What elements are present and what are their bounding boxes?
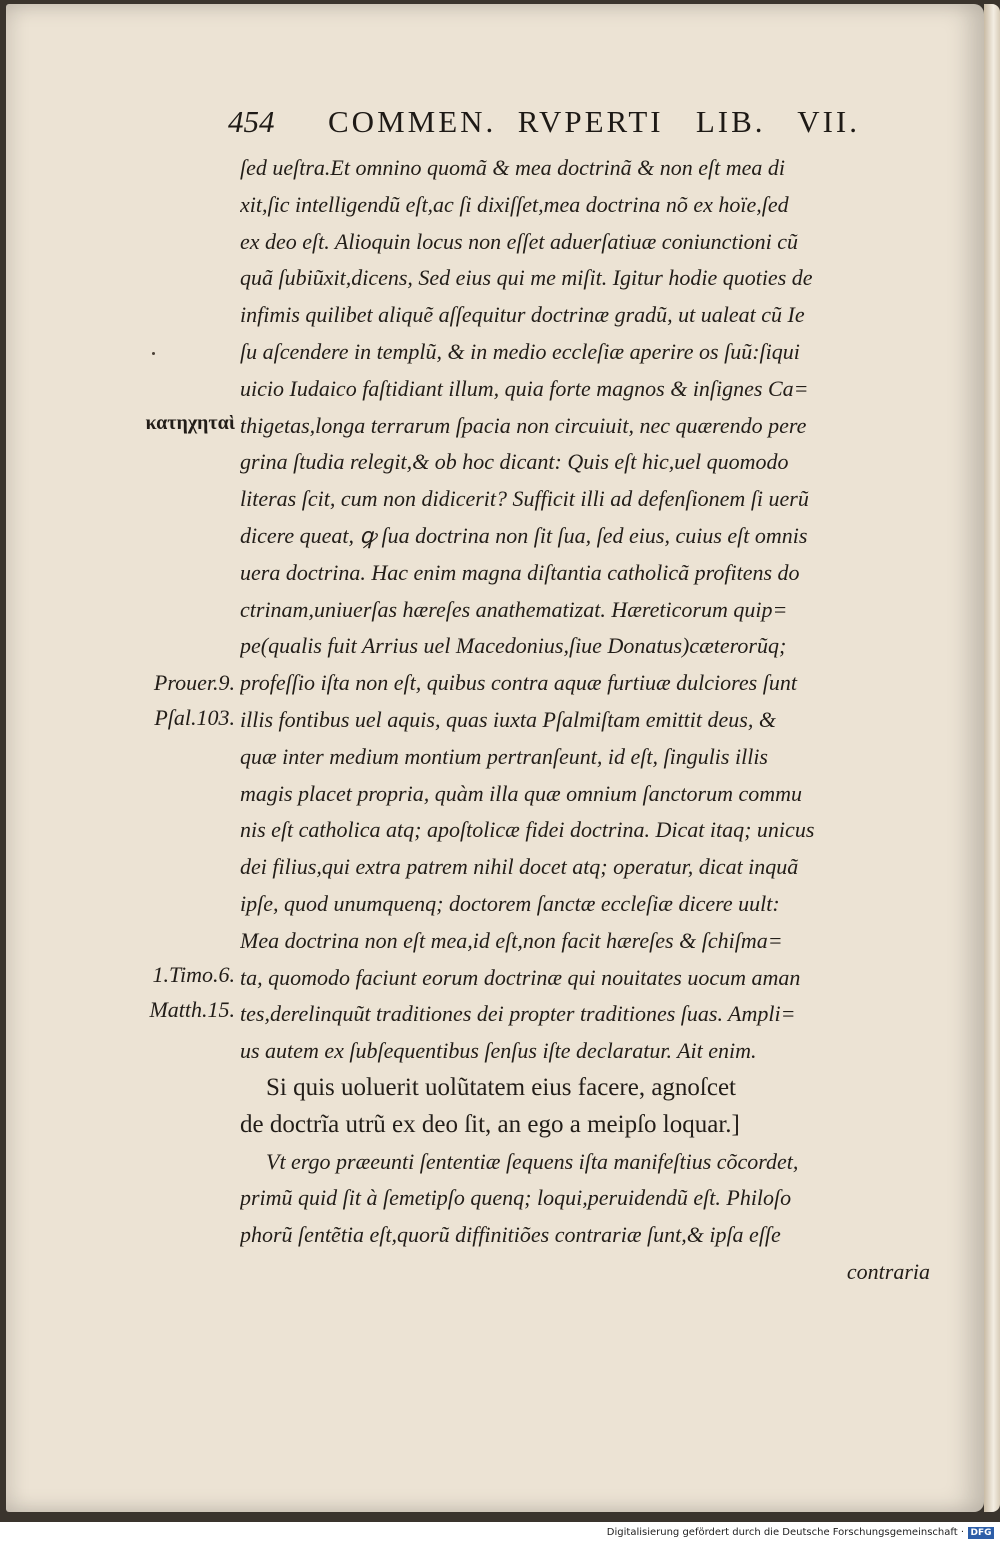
text-line: uicio Iudaico faſtidiant illum, quia forte magnos & inſignes Ca= bbox=[240, 375, 809, 401]
text-line: profeſſio iſta non eſt, quibus contra aquæ furtiuæ dulciores ſunt bbox=[240, 670, 797, 696]
folio-number: 454 bbox=[228, 104, 275, 139]
catchword: contraria bbox=[846, 1258, 930, 1284]
text-line: thigetas,longa terrarum ſpacia non circuiuit, nec quærendo pere bbox=[240, 412, 807, 438]
text-line: Vt ergo præeunti ſententiæ ſequens iſta manifeſtius cõcordet, bbox=[266, 1148, 799, 1174]
text-line: ctrinam,uniuerſas hæreſes anathematizat. Hæreticorum quip= bbox=[240, 596, 788, 622]
page-edge bbox=[984, 4, 1000, 1512]
text-line: ſed ueſtra.Et omnino quomã & mea doctrinã & non eſt mea di bbox=[240, 155, 786, 180]
marginal-note: 1.Timo.6. bbox=[152, 962, 235, 987]
text-line: quã ſubiũxit,dicens, Sed eius qui me miſit. Igitur hodie quoties de bbox=[240, 265, 813, 291]
ink-speck bbox=[152, 352, 155, 355]
text-line: illis fontibus uel aquis, quas iuxta Pſalmiſtam emittit deus, & bbox=[240, 706, 776, 732]
marginal-note: Prouer.9. bbox=[153, 670, 235, 695]
text-line: primũ quid ſit à ſemetipſo quenq; loqui,peruidendũ eſt. Philoſo bbox=[240, 1185, 792, 1211]
marginal-note: Pſal.103. bbox=[154, 705, 235, 730]
text-line: grina ſtudia relegit,& ob hoc dicant: Quis eſt hic,uel quomodo bbox=[240, 449, 789, 475]
text-line: uera doctrina. Hac enim magna diſtantia catholicã profitens do bbox=[240, 559, 800, 585]
text-line: ipſe, quod unumquenq; doctorem ſanctæ eccleſiæ dicere uult: bbox=[240, 890, 780, 916]
text-line: Mea doctrina non eſt mea,id eſt,non facit hæreſes & ſchiſma= bbox=[240, 927, 783, 953]
marginal-note: Matth.15. bbox=[149, 997, 235, 1022]
marginal-note: κατηχηταὶ bbox=[145, 412, 235, 434]
text-line: nis eſt catholica atq; apoſtolicæ fidei doctrina. Dicat itaq; unicus bbox=[240, 817, 815, 843]
lemma-line: Si quis uoluerit uolũtatem eius facere, agnoſcet bbox=[266, 1073, 736, 1101]
text-line: phorũ ſentẽtia eſt,quorũ diffinitiões contrariæ ſunt,& ipſa eſſe bbox=[240, 1222, 781, 1248]
text-block bbox=[240, 150, 930, 1291]
digitization-credit: Digitalisierung gefördert durch die Deutsche Forschungsgemeinschaft · bbox=[606, 1527, 964, 1538]
text-line: dicere queat, ꝙ ſua doctrina non ſit ſua, ſed eius, cuius eſt omnis bbox=[240, 522, 808, 548]
text-line: ſu aſcendere in templũ, & in medio eccleſiæ aperire os ſuũ:ſiqui bbox=[240, 338, 800, 364]
text-line: ex deo eſt. Alioquin locus non eſſet aduerſatiuæ coniunctioni cũ bbox=[240, 228, 799, 254]
text-line: infimis quilibet aliquẽ aſſequitur doctrinæ gradũ, ut ualeat cũ Ie bbox=[240, 302, 805, 328]
lemma-line: de doctrĩa utrũ ex deo ſit, an ego a meipſo loquar.] bbox=[240, 1110, 740, 1138]
dfg-logo: DFG bbox=[968, 1527, 994, 1539]
text-line: dei filius,qui extra patrem nihil docet atq; operatur, dicat inquã bbox=[240, 854, 799, 880]
text-line: literas ſcit, cum non didicerit? Sufficit illi ad defenſionem ſi uerũ bbox=[240, 486, 809, 512]
text-line: pe(qualis fuit Arrius uel Macedonius,ſiue Donatus)cæterorũq; bbox=[240, 633, 787, 659]
text-line: magis placet propria, quàm illa quæ omnium ſanctorum commu bbox=[240, 780, 802, 806]
text-line: us autem ex ſubſequentibus ſenſus iſte declaratur. Ait enim. bbox=[240, 1038, 757, 1064]
text-line: ta, quomodo faciunt eorum doctrinæ qui nouitates uocum aman bbox=[240, 964, 801, 990]
running-head: COMMEN. RVPERTI LIB. VII. bbox=[328, 104, 861, 139]
text-line: xit,ſic intelligendũ eſt,ac ſi dixiſſet,mea doctrina nõ ex hoïe,ſed bbox=[240, 191, 789, 217]
text-line: quæ inter medium montium pertranſeunt, id eſt, ſingulis illis bbox=[240, 743, 768, 769]
text-line: tes,derelinquũt traditiones dei propter traditiones ſuas. Ampli= bbox=[240, 1001, 796, 1027]
page-header bbox=[228, 104, 898, 148]
